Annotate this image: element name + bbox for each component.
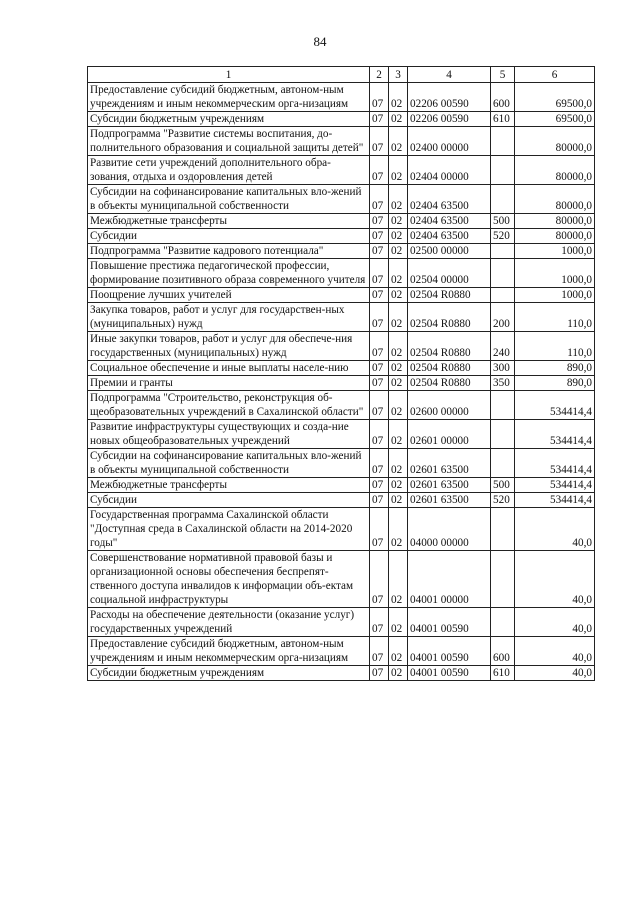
- table-row: [88, 332, 595, 361]
- row-name-cell: Субсидии на софинансирование капитальных вло-жений в объекты муниципальной собственности: [88, 449, 370, 478]
- subsection-code-cell: 02: [389, 214, 408, 229]
- target-article-cell: 02601 63500: [408, 478, 491, 493]
- table-row: [88, 83, 595, 112]
- section-code-cell: 07: [370, 508, 389, 551]
- amount-cell: 80000,0: [515, 185, 595, 214]
- amount-cell: 1000,0: [515, 288, 595, 303]
- row-name-cell: Субсидии на софинансирование капитальных вло-жений в объекты муниципальной собственности: [88, 185, 370, 214]
- section-code-cell: 07: [370, 83, 389, 112]
- subsection-code-cell: 02: [389, 376, 408, 391]
- row-name-cell: Развитие инфраструктуры существующих и созда-ние новых общеобразовательных учреждений: [88, 420, 370, 449]
- section-code-cell: 07: [370, 551, 389, 608]
- section-code-cell: 07: [370, 112, 389, 127]
- row-name-cell: Субсидии бюджетным учреждениям: [88, 666, 370, 681]
- target-article-cell: 02504 00000: [408, 259, 491, 288]
- table-row: [88, 420, 595, 449]
- target-article-cell: 04001 00000: [408, 551, 491, 608]
- expense-type-cell: 240: [491, 332, 515, 361]
- section-code-cell: 07: [370, 303, 389, 332]
- target-article-cell: 02206 00590: [408, 112, 491, 127]
- table-row: [88, 493, 595, 508]
- subsection-code-cell: 02: [389, 666, 408, 681]
- row-name-cell: Межбюджетные трансферты: [88, 214, 370, 229]
- target-article-cell: 02504 R0880: [408, 303, 491, 332]
- expense-type-cell: [491, 551, 515, 608]
- row-name-cell: Межбюджетные трансферты: [88, 478, 370, 493]
- amount-cell: 80000,0: [515, 156, 595, 185]
- subsection-code-cell: 02: [389, 185, 408, 214]
- section-code-cell: 07: [370, 637, 389, 666]
- row-name-cell: Подпрограмма "Развитие системы воспитания, до-полнительного образования и социальной защиты детей": [88, 127, 370, 156]
- amount-cell: 1000,0: [515, 244, 595, 259]
- target-article-cell: 02404 63500: [408, 229, 491, 244]
- expense-type-cell: [491, 185, 515, 214]
- table-row: [88, 259, 595, 288]
- expense-type-cell: [491, 156, 515, 185]
- expense-type-cell: [491, 420, 515, 449]
- section-code-cell: 07: [370, 156, 389, 185]
- table-row: [88, 112, 595, 127]
- subsection-code-cell: 02: [389, 259, 408, 288]
- expense-type-cell: 350: [491, 376, 515, 391]
- subsection-code-cell: 02: [389, 229, 408, 244]
- row-name-cell: Государственная программа Сахалинской области "Доступная среда в Сахалинской области на 2014-2020 годы": [88, 508, 370, 551]
- amount-cell: 534414,4: [515, 391, 595, 420]
- amount-cell: 69500,0: [515, 83, 595, 112]
- amount-cell: 890,0: [515, 361, 595, 376]
- table-row: [88, 449, 595, 478]
- subsection-code-cell: 02: [389, 361, 408, 376]
- subsection-code-cell: 02: [389, 637, 408, 666]
- subsection-code-cell: 02: [389, 420, 408, 449]
- section-code-cell: 07: [370, 127, 389, 156]
- table-row: [88, 361, 595, 376]
- row-name-cell: Субсидии бюджетным учреждениям: [88, 112, 370, 127]
- amount-cell: 534414,4: [515, 449, 595, 478]
- row-name-cell: Расходы на обеспечение деятельности (оказание услуг) государственных учреждений: [88, 608, 370, 637]
- subsection-code-cell: 02: [389, 391, 408, 420]
- amount-cell: 40,0: [515, 551, 595, 608]
- table-row: [88, 508, 595, 551]
- amount-cell: 40,0: [515, 608, 595, 637]
- subsection-code-cell: 02: [389, 449, 408, 478]
- subsection-code-cell: 02: [389, 332, 408, 361]
- expense-type-cell: [491, 244, 515, 259]
- row-name-cell: Предоставление субсидий бюджетным, автоном-ным учреждениям и иным некоммерческим орга-низациям: [88, 83, 370, 112]
- row-name-cell: Иные закупки товаров, работ и услуг для обеспече-ния государственных (муниципальных) нужд: [88, 332, 370, 361]
- row-name-cell: Субсидии: [88, 493, 370, 508]
- expense-type-cell: 520: [491, 229, 515, 244]
- table-row: [88, 229, 595, 244]
- expense-type-cell: [491, 508, 515, 551]
- row-name-cell: Совершенствование нормативной правовой базы и организационной основы обеспечения беспрепят-ственного доступа инвалидов к информации объ-ектам социальной инфраструктуры: [88, 551, 370, 608]
- section-code-cell: 07: [370, 185, 389, 214]
- amount-cell: 80000,0: [515, 214, 595, 229]
- target-article-cell: 04001 00590: [408, 666, 491, 681]
- expense-type-cell: 610: [491, 112, 515, 127]
- target-article-cell: 02400 00000: [408, 127, 491, 156]
- subsection-code-cell: 02: [389, 112, 408, 127]
- table-row: [88, 376, 595, 391]
- target-article-cell: 04000 00000: [408, 508, 491, 551]
- expense-type-cell: [491, 608, 515, 637]
- row-name-cell: Субсидии: [88, 229, 370, 244]
- amount-cell: 890,0: [515, 376, 595, 391]
- column-header: 2: [370, 67, 389, 83]
- expense-type-cell: [491, 259, 515, 288]
- subsection-code-cell: 02: [389, 156, 408, 185]
- subsection-code-cell: 02: [389, 493, 408, 508]
- subsection-code-cell: 02: [389, 127, 408, 156]
- expense-type-cell: 600: [491, 83, 515, 112]
- subsection-code-cell: 02: [389, 508, 408, 551]
- amount-cell: 40,0: [515, 508, 595, 551]
- row-name-cell: Предоставление субсидий бюджетным, автоном-ным учреждениям и иным некоммерческим орга-низациям: [88, 637, 370, 666]
- row-name-cell: Развитие сети учреждений дополнительного обра-зования, отдыха и оздоровления детей: [88, 156, 370, 185]
- expense-type-cell: 500: [491, 478, 515, 493]
- section-code-cell: 07: [370, 259, 389, 288]
- target-article-cell: 02504 R0880: [408, 332, 491, 361]
- target-article-cell: 02404 00000: [408, 156, 491, 185]
- amount-cell: 534414,4: [515, 420, 595, 449]
- target-article-cell: 02601 00000: [408, 420, 491, 449]
- expense-type-cell: [491, 391, 515, 420]
- table-row: [88, 637, 595, 666]
- expense-type-cell: 610: [491, 666, 515, 681]
- row-name-cell: Повышение престижа педагогической профессии, формирование позитивного образа современного учителя: [88, 259, 370, 288]
- column-header: 5: [491, 67, 515, 83]
- table-row: [88, 391, 595, 420]
- section-code-cell: 07: [370, 332, 389, 361]
- row-name-cell: Подпрограмма "Строительство, реконструкция об-щеобразовательных учреждений в Сахалинской области": [88, 391, 370, 420]
- target-article-cell: 02206 00590: [408, 83, 491, 112]
- amount-cell: 40,0: [515, 666, 595, 681]
- target-article-cell: 02500 00000: [408, 244, 491, 259]
- expense-type-cell: 520: [491, 493, 515, 508]
- amount-cell: 80000,0: [515, 229, 595, 244]
- page-number: 84: [313, 34, 327, 49]
- row-name-cell: Закупка товаров, работ и услуг для государствен-ных (муниципальных) нужд: [88, 303, 370, 332]
- column-header: 6: [515, 67, 595, 83]
- table-row: [88, 214, 595, 229]
- subsection-code-cell: 02: [389, 478, 408, 493]
- section-code-cell: 07: [370, 449, 389, 478]
- target-article-cell: 02601 63500: [408, 493, 491, 508]
- expense-type-cell: [491, 288, 515, 303]
- target-article-cell: 04001 00590: [408, 637, 491, 666]
- section-code-cell: 07: [370, 493, 389, 508]
- column-header: 3: [389, 67, 408, 83]
- target-article-cell: 02600 00000: [408, 391, 491, 420]
- section-code-cell: 07: [370, 229, 389, 244]
- amount-cell: 110,0: [515, 303, 595, 332]
- section-code-cell: 07: [370, 361, 389, 376]
- target-article-cell: 04001 00590: [408, 608, 491, 637]
- amount-cell: 534414,4: [515, 478, 595, 493]
- expense-type-cell: 200: [491, 303, 515, 332]
- subsection-code-cell: 02: [389, 303, 408, 332]
- target-article-cell: 02404 63500: [408, 214, 491, 229]
- expense-type-cell: 300: [491, 361, 515, 376]
- column-header: 1: [88, 67, 370, 83]
- table-row: [88, 156, 595, 185]
- table-row: [88, 185, 595, 214]
- row-name-cell: Социальное обеспечение и иные выплаты населе-нию: [88, 361, 370, 376]
- amount-cell: 534414,4: [515, 493, 595, 508]
- section-code-cell: 07: [370, 608, 389, 637]
- amount-cell: 1000,0: [515, 259, 595, 288]
- subsection-code-cell: 02: [389, 608, 408, 637]
- section-code-cell: 07: [370, 666, 389, 681]
- target-article-cell: 02404 63500: [408, 185, 491, 214]
- table-row: [88, 244, 595, 259]
- budget-table: [87, 66, 595, 681]
- subsection-code-cell: 02: [389, 244, 408, 259]
- table-row: [88, 608, 595, 637]
- table-row: [88, 127, 595, 156]
- amount-cell: 110,0: [515, 332, 595, 361]
- table-header-row: [88, 67, 595, 83]
- target-article-cell: 02601 63500: [408, 449, 491, 478]
- target-article-cell: 02504 R0880: [408, 288, 491, 303]
- target-article-cell: 02504 R0880: [408, 376, 491, 391]
- subsection-code-cell: 02: [389, 551, 408, 608]
- expense-type-cell: [491, 127, 515, 156]
- row-name-cell: Подпрограмма "Развитие кадрового потенциала": [88, 244, 370, 259]
- section-code-cell: 07: [370, 478, 389, 493]
- table-row: [88, 303, 595, 332]
- section-code-cell: 07: [370, 391, 389, 420]
- table-row: [88, 551, 595, 608]
- subsection-code-cell: 02: [389, 83, 408, 112]
- table-row: [88, 478, 595, 493]
- table-row: [88, 288, 595, 303]
- amount-cell: 80000,0: [515, 127, 595, 156]
- target-article-cell: 02504 R0880: [408, 361, 491, 376]
- expense-type-cell: 500: [491, 214, 515, 229]
- section-code-cell: 07: [370, 214, 389, 229]
- table-row: [88, 666, 595, 681]
- row-name-cell: Премии и гранты: [88, 376, 370, 391]
- expense-type-cell: 600: [491, 637, 515, 666]
- column-header: 4: [408, 67, 491, 83]
- amount-cell: 40,0: [515, 637, 595, 666]
- row-name-cell: Поощрение лучших учителей: [88, 288, 370, 303]
- amount-cell: 69500,0: [515, 112, 595, 127]
- section-code-cell: 07: [370, 420, 389, 449]
- expense-type-cell: [491, 449, 515, 478]
- section-code-cell: 07: [370, 288, 389, 303]
- section-code-cell: 07: [370, 376, 389, 391]
- subsection-code-cell: 02: [389, 288, 408, 303]
- section-code-cell: 07: [370, 244, 389, 259]
